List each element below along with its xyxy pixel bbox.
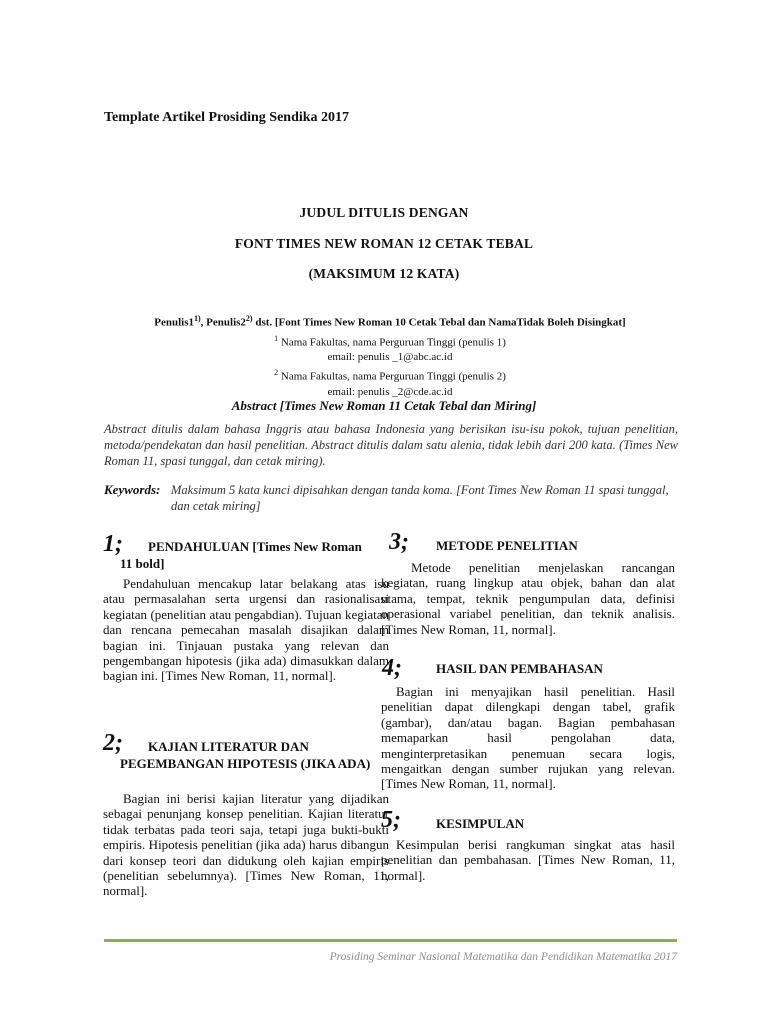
template-title: Template Artikel Prosiding Sendika 2017	[104, 110, 350, 125]
section-1-heading-cont: 11 bold]	[120, 556, 165, 571]
section-4-body: Bagian ini menyajikan hasil penelitian. Hasil penelitian dapat dilengkapi dengan tabel, grafik (gambar), dan/atau bagan. Bagian pembahasan memaparkan hasil pengolahan data, menginterpretasikan penemuan secara logis, mengaitkan dengan sumber rujukan yang relevan. [Times New Roman, 11, normal].	[381, 684, 675, 792]
email-1: email: penulis _1@abc.ac.id	[327, 351, 453, 364]
affiliation-2: $^2$ Nama Fakultas, nama Perguruan Tinggi (penulis 2)	[274, 368, 506, 383]
section-1-body: Pendahuluan mencakup latar belakang atas isu atau permasalahan serta urgensi dan rasionalisasi kegiatan (penelitian atau pengabdian). Tujuan kegiatan dan rencana pemecahan masalah disajikan dalam bagian ini. Tinjauan pustaka yang relevan dan pengembangan hipotesis (jika ada) dimasukkan dalam bagian ini. [Times New Roman, 11, normal].	[103, 576, 389, 684]
paper-title-line-1: JUDUL DITULIS DENGAN	[299, 205, 469, 220]
section-3-number: 3;	[389, 529, 409, 555]
section-5-heading: KESIMPULAN	[436, 816, 525, 831]
footer-rule	[104, 939, 677, 942]
section-2-heading: KAJIAN LITERATUR DAN	[148, 739, 309, 754]
section-4-heading: HASIL DAN PEMBAHASAN	[436, 661, 603, 676]
section-3-body: Metode penelitian menjelaskan rancangan kegiatan, ruang lingkup atau objek, bahan dan alat utama, tempat, teknik pengumpulan data, definisi operasional variabel penelitian, dan teknik analisis. [Times New Roman, 11, normal].	[381, 560, 675, 637]
section-2-heading-cont: PEGEMBANGAN HIPOTESIS (JIKA ADA)	[120, 756, 371, 771]
paper-title-line-3: (MAKSIMUM 12 KATA)	[308, 266, 460, 281]
section-4-number: 4;	[382, 655, 402, 681]
section-5-number: 5;	[381, 807, 401, 833]
abstract-heading: Abstract [Times New Roman 11 Cetak Tebal dan Miring]	[231, 398, 537, 413]
section-2-number: 2;	[103, 730, 123, 756]
section-5-body: Kesimpulan berisi rangkuman singkat atas hasil penelitian dan pembahasan. [Times New Roman, 11, normal].	[381, 837, 675, 883]
email-2: email: penulis _2@cde.ac.id	[327, 385, 453, 398]
paper-title-line-2: FONT TIMES NEW ROMAN 12 CETAK TEBAL	[234, 236, 534, 251]
section-1-heading: PENDAHULUAN [Times New Roman	[148, 539, 362, 554]
section-3-heading: METODE PENELITIAN	[436, 538, 578, 553]
affiliation-1: $^1$ Nama Fakultas, nama Perguruan Tinggi (penulis 1)	[274, 333, 506, 349]
abstract-body: Abstract ditulis dalam bahasa Inggris atau bahasa Indonesia yang berisikan isu-isu pokok, tujuan penelitian, metoda/pendekatan dan hasil penelitian. Abstract ditulis dalam satu alenia, tidak lebih dari 200 kata. (Times New Roman 11, spasi tunggal, dan cetak miring).	[104, 422, 678, 468]
author-block	[100, 311, 680, 400]
footer-text: Prosiding Seminar Nasional Matematika dan Pendidikan Matematika 2017	[329, 951, 677, 963]
section-2-body: Bagian ini berisi kajian literatur yang dijadikan sebagai penunjang konsep penelitian. Kajian literatur tidak terbatas pada teori saja, tetapi juga bukti-bukti empiris. Hipotesis penelitian (jika ada) harus dibangun dari konsep teori dan didukung oleh kajian empiris (penelitian sebelumnya). [Times New Roman, 11, normal].	[103, 791, 389, 899]
section-1-number: 1;	[103, 531, 123, 557]
author-names: Penulis1$^{1)}$, Penulis2$^{2)}$ dst. [Font Times New Roman 10 Cetak Tebal dan NamaTidak Boleh Disingkat]	[154, 314, 626, 329]
keywords-label: Keywords:	[104, 482, 161, 497]
keywords-text: Maksimum 5 kata kunci dipisahkan dengan tanda koma. [Font Times New Roman 11 spasi tunggal, dan cetak miring]	[171, 483, 669, 513]
